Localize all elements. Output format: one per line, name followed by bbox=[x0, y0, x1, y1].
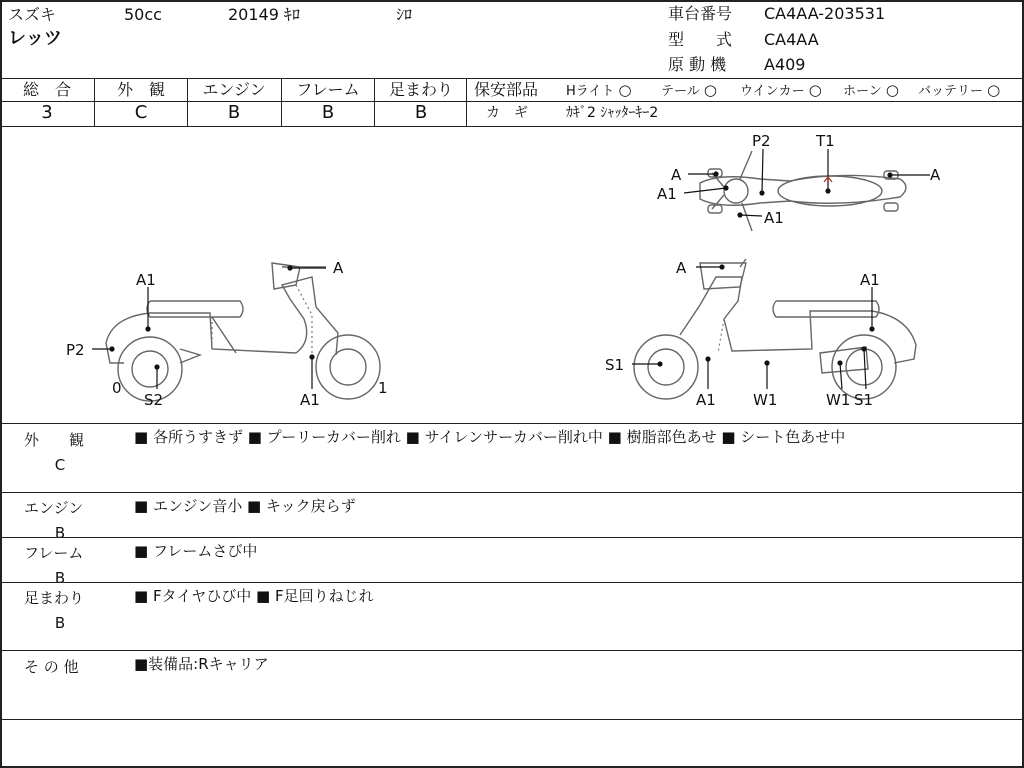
type-value: CA4AA bbox=[764, 30, 819, 49]
divider bbox=[0, 492, 1024, 493]
grade-label-total: 総 合 bbox=[22, 80, 71, 99]
safety-item-label: ウインカー bbox=[740, 84, 805, 99]
section-other-notes: ■装備品:Rキャリア bbox=[134, 655, 269, 673]
safety-item-headlight bbox=[566, 83, 632, 98]
section-label: 外 観 bbox=[24, 431, 85, 449]
divider bbox=[466, 101, 1024, 102]
diagram-mark: A1 bbox=[764, 209, 784, 227]
diagram-mark: 1 bbox=[378, 379, 388, 397]
section-grade: C bbox=[54, 456, 66, 474]
engine-value: A409 bbox=[764, 55, 806, 74]
check-mark: ○ bbox=[703, 81, 717, 99]
damage-diagram bbox=[0, 127, 1024, 423]
diagram-mark: S2 bbox=[144, 391, 164, 409]
diagram-mark: T1 bbox=[816, 132, 835, 150]
divider bbox=[0, 78, 1024, 79]
diagram-mark: 0 bbox=[112, 379, 122, 397]
check-mark: ○ bbox=[885, 81, 899, 99]
diagram-mark: W1 bbox=[826, 391, 851, 409]
divider bbox=[0, 582, 1024, 583]
diagram-mark: A bbox=[333, 259, 344, 277]
grade-label-frame: フレーム bbox=[296, 80, 360, 99]
section-exterior-title bbox=[24, 429, 96, 474]
scooter-top-view bbox=[700, 151, 906, 231]
safety-item-winker bbox=[740, 83, 822, 98]
section-label: そ の 他 bbox=[24, 658, 79, 676]
divider bbox=[0, 650, 1024, 651]
divider bbox=[0, 537, 1024, 538]
grade-value-exterior: C bbox=[134, 102, 148, 123]
check-mark: ○ bbox=[808, 81, 822, 99]
diagram-mark: A1 bbox=[300, 391, 320, 409]
diagram-mark: P2 bbox=[66, 341, 85, 359]
mileage: 20149 ｷﾛ bbox=[228, 5, 300, 24]
diagram-mark: A1 bbox=[136, 271, 156, 289]
maker-name: スズキ bbox=[8, 5, 57, 24]
divider bbox=[0, 423, 1024, 424]
key-value: ｶｷﾞ2 ｼｬｯﾀｰｷｰ2 bbox=[566, 105, 659, 121]
section-suspension-notes: ■ Fタイヤひび中 ■ F足回りねじれ bbox=[134, 587, 374, 605]
diagram-mark: S1 bbox=[854, 391, 874, 409]
check-mark: ○ bbox=[987, 81, 1001, 99]
section-engine-notes: ■ エンジン音小 ■ キック戻らず bbox=[134, 497, 356, 515]
divider bbox=[94, 101, 466, 102]
diagram-mark: A1 bbox=[696, 391, 716, 409]
grade-label-engine: エンジン bbox=[202, 80, 266, 99]
diagram-mark: A bbox=[930, 166, 941, 184]
section-frame-notes: ■ フレームさび中 bbox=[134, 542, 258, 560]
key-label: カ ギ bbox=[486, 105, 528, 121]
safety-item-label: バッテリー bbox=[918, 84, 984, 99]
section-frame-title bbox=[24, 542, 96, 587]
engine-label: 原 動 機 bbox=[668, 55, 727, 74]
safety-item-taillight bbox=[661, 83, 717, 98]
grade-value-engine: B bbox=[227, 102, 241, 123]
diagram-mark: P2 bbox=[752, 132, 771, 150]
diagram-mark: W1 bbox=[753, 391, 778, 409]
section-other-title bbox=[24, 656, 96, 677]
safety-item-label: Hライト bbox=[566, 84, 615, 99]
chassis-number: CA4AA-203531 bbox=[764, 4, 886, 23]
model-name: レッツ bbox=[8, 28, 62, 49]
section-label: フレーム bbox=[24, 544, 84, 562]
section-grade: B bbox=[54, 614, 66, 632]
diagram-mark: A1 bbox=[860, 271, 880, 289]
type-label: 型 式 bbox=[668, 30, 733, 49]
grade-value-total: 3 bbox=[41, 102, 53, 123]
safety-item-battery bbox=[918, 83, 1000, 98]
section-grade: B bbox=[54, 524, 66, 542]
grade-label-exterior: 外 観 bbox=[116, 80, 165, 99]
grade-value-frame: B bbox=[321, 102, 335, 123]
displacement: 50cc bbox=[124, 5, 162, 24]
chassis-label: 車台番号 bbox=[668, 4, 733, 23]
diagram-mark: A bbox=[671, 166, 682, 184]
diagram-mark: A1 bbox=[657, 185, 677, 203]
diagram-mark: A bbox=[676, 259, 687, 277]
safety-item-label: ホーン bbox=[843, 84, 882, 99]
grade-label-suspension: 足まわり bbox=[388, 80, 453, 99]
safety-label: 保安部品 bbox=[474, 80, 539, 99]
safety-item-horn bbox=[843, 83, 899, 98]
section-suspension-title bbox=[24, 587, 96, 632]
safety-item-label: テール bbox=[661, 84, 700, 99]
section-label: エンジン bbox=[24, 499, 84, 517]
diagram-mark: S1 bbox=[605, 356, 625, 374]
body-color: ｼﾛ bbox=[396, 5, 413, 24]
divider bbox=[0, 719, 1024, 720]
section-grade: B bbox=[54, 569, 66, 587]
section-label: 足まわり bbox=[24, 589, 85, 607]
scooter-diagram-svg bbox=[0, 127, 1024, 423]
section-exterior-notes: ■ 各所うすきず ■ プーリーカバー削れ ■ サイレンサーカバー削れ中 ■ 樹脂部色あせ ■ シート色あせ中 bbox=[134, 428, 846, 446]
grade-value-suspension: B bbox=[414, 102, 428, 123]
check-mark: ○ bbox=[618, 81, 632, 99]
section-engine-title bbox=[24, 497, 96, 542]
